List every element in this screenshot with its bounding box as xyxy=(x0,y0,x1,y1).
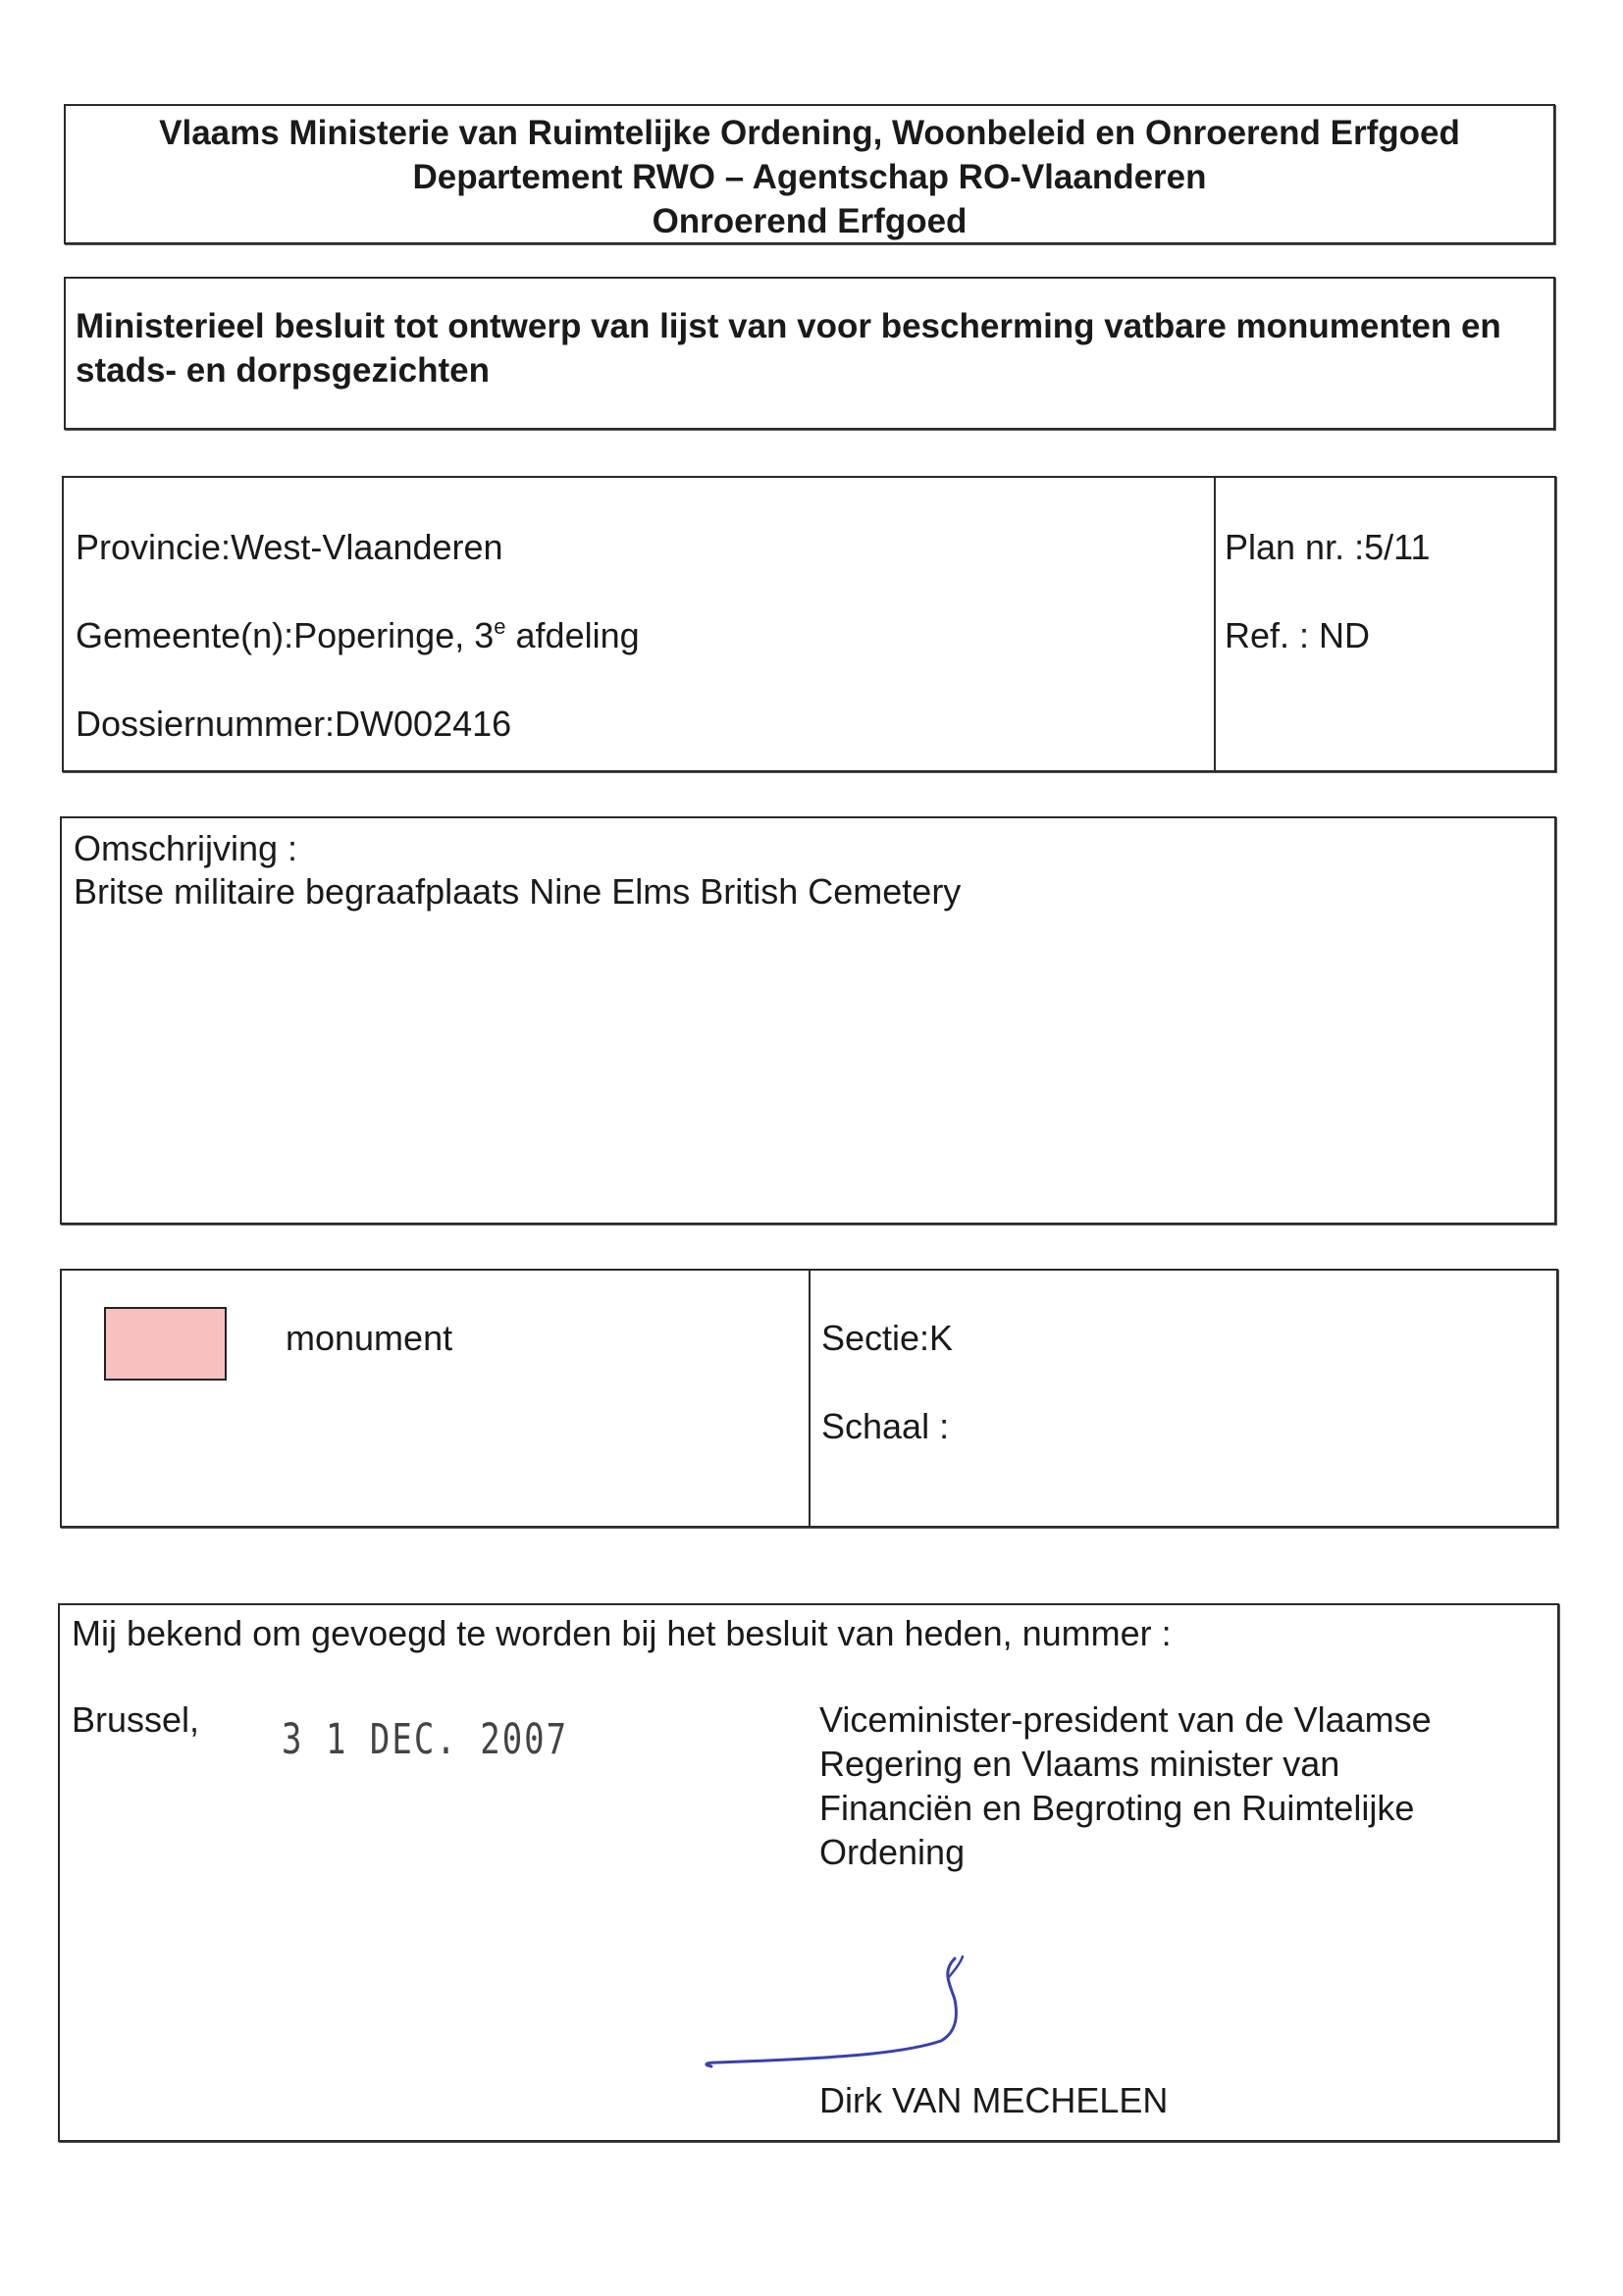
sectie-field: Sectie:K xyxy=(821,1318,954,1358)
role-line-1: Viceminister-president van de Vlaamse xyxy=(819,1699,1432,1740)
description-label: Omschrijving : xyxy=(74,828,298,868)
decree-box xyxy=(64,277,1555,430)
department-name: Departement RWO – Agentschap RO-Vlaanderen xyxy=(412,158,1207,196)
ref-field: Ref. : ND xyxy=(1225,615,1371,655)
info-divider xyxy=(1214,478,1216,770)
monument-swatch xyxy=(104,1307,227,1381)
ministry-name: Vlaams Ministerie van Ruimtelijke Ordening, Woonbeleid en Onroerend Erfgoed xyxy=(159,114,1460,152)
gemeente-suffix: afdeling xyxy=(505,615,640,655)
legend-box xyxy=(60,1269,1558,1528)
info-box xyxy=(62,476,1556,772)
monument-label: monument xyxy=(286,1318,453,1358)
description-box xyxy=(60,816,1556,1225)
place-text: Brussel, xyxy=(72,1699,200,1740)
role-line-3: Financiën en Begroting en Ruimtelijke xyxy=(819,1788,1415,1828)
statement-text: Mij bekend om gevoegd te worden bij het besluit van heden, nummer : xyxy=(72,1613,1172,1653)
signature-box xyxy=(58,1603,1559,2142)
role-line-4: Ordening xyxy=(819,1832,966,1872)
description-value: Britse militaire begraafplaats Nine Elms British Cemetery xyxy=(74,871,962,912)
date-stamp: 3 1 DEC. 2007 xyxy=(282,1715,569,1764)
plan-number-field: Plan nr. :5/11 xyxy=(1225,527,1431,567)
gemeente-sup: e xyxy=(494,614,506,639)
decree-title: Ministerieel besluit tot ontwerp van lijst van voor bescherming vatbare monumenten en stads- en dorpsgezichten xyxy=(76,307,1501,390)
legend-divider xyxy=(809,1271,811,1526)
role-line-2: Regering en Vlaams minister van xyxy=(819,1744,1340,1784)
dossier-field: Dossiernummer:DW002416 xyxy=(76,704,512,744)
header-box xyxy=(64,104,1555,244)
provincie-field: Provincie:West-Vlaanderen xyxy=(76,527,503,567)
schaal-field: Schaal : xyxy=(821,1406,950,1446)
agency-name: Onroerend Erfgoed xyxy=(652,202,968,240)
signature-scribble xyxy=(698,1949,1031,2086)
gemeente-field xyxy=(76,615,640,656)
gemeente-prefix: Gemeente(n):Poperinge, 3 xyxy=(76,615,495,655)
signatory-name: Dirk VAN MECHELEN xyxy=(819,2080,1169,2120)
